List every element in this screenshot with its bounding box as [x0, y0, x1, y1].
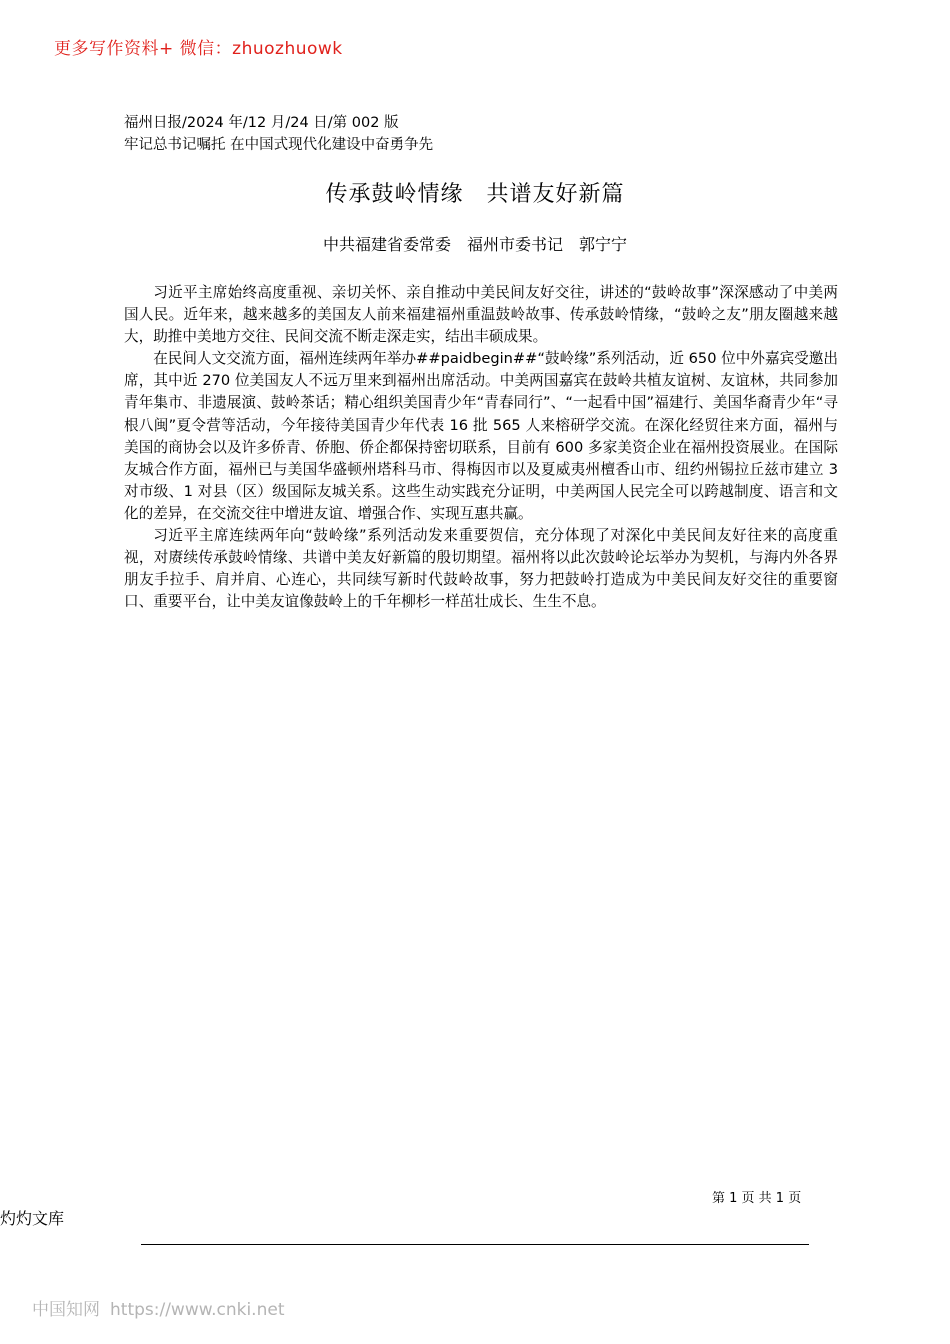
library-label: 灼灼文库 — [0, 1209, 65, 1228]
source-publication-line: 福州日报/2024 年/12 月/24 日/第 002 版 — [124, 115, 399, 131]
page-number: 第 1 页 共 1 页 — [712, 1191, 802, 1206]
article-body — [124, 282, 838, 613]
watermark-url[interactable]: https://www.cnki.net — [110, 1300, 285, 1320]
cnki-watermark — [32, 1295, 284, 1320]
article-title: 传承鼓岭情缘 共谱友好新篇 — [325, 182, 625, 207]
watermark-name: 中国知网 — [32, 1300, 100, 1320]
article-paragraph: 在民间人文交流方面，福州连续两年举办##paidbegin##“鼓岭缘”系列活动，近 650 位中外嘉宾受邀出席，其中近 270 位美国友人不远万里来到福州出席活动。中美两国嘉宾在鼓岭共植友谊树、友谊林，共同参加青年集市、非遗展演、鼓岭茶话；精心组织美国青少年“青春同行”、“一起看中国”福建行、美国华裔青少年“寻根八闽”夏令营等活动，今年接待美国青少年代表 16 批 565 人来榕研学交流。在深化经贸往来方面，福州与美国的商协会以及许多侨青、侨胞、侨企都保持密切联系，目前有 600 多家美资企业在福州投资展业。在国际友城合作方面，福州已与美国华盛顿州塔科马市、得梅因市以及夏威夷州檀香山市、纽约州锡拉丘兹市建立 3 对市级、1 对县（区）级国际友城关系。这些生动实践充分证明，中美两国人民完全可以跨越制度、语言和文化的差异，在交流交往中增进友谊、增强合作、实现互惠共赢。 — [124, 350, 838, 522]
promo-banner[interactable]: 更多写作资料+ 微信：zhuozhuowk — [54, 39, 343, 59]
article-source — [124, 112, 433, 156]
footer-divider — [141, 1244, 809, 1245]
article-paragraph: 习近平主席连续两年向“鼓岭缘”系列活动发来重要贺信，充分体现了对深化中美民间友好往来的高度重视，对赓续传承鼓岭情缘、共谱中美友好新篇的殷切期望。福州将以此次鼓岭论坛举办为契机，与海内外各界朋友手拉手、肩并肩、心连心，共同续写新时代鼓岭故事，努力把鼓岭打造成为中美民间友好交往的重要窗口、重要平台，让中美友谊像鼓岭上的千年柳杉一样茁壮成长、生生不息。 — [124, 527, 838, 611]
source-column-line: 牢记总书记嘱托 在中国式现代化建设中奋勇争先 — [124, 137, 434, 153]
article-author: 中共福建省委常委 福州市委书记 郭宁宁 — [322, 235, 627, 254]
article-paragraph: 习近平主席始终高度重视、亲切关怀、亲自推动中美民间友好交往，讲述的“鼓岭故事”深深感动了中美两国人民。近年来，越来越多的美国友人前来福建福州重温鼓岭故事、传承鼓岭情缘，“鼓岭之友”朋友圈越来越大，助推中美地方交往、民间交流不断走深走实，结出丰硕成果。 — [124, 284, 838, 346]
